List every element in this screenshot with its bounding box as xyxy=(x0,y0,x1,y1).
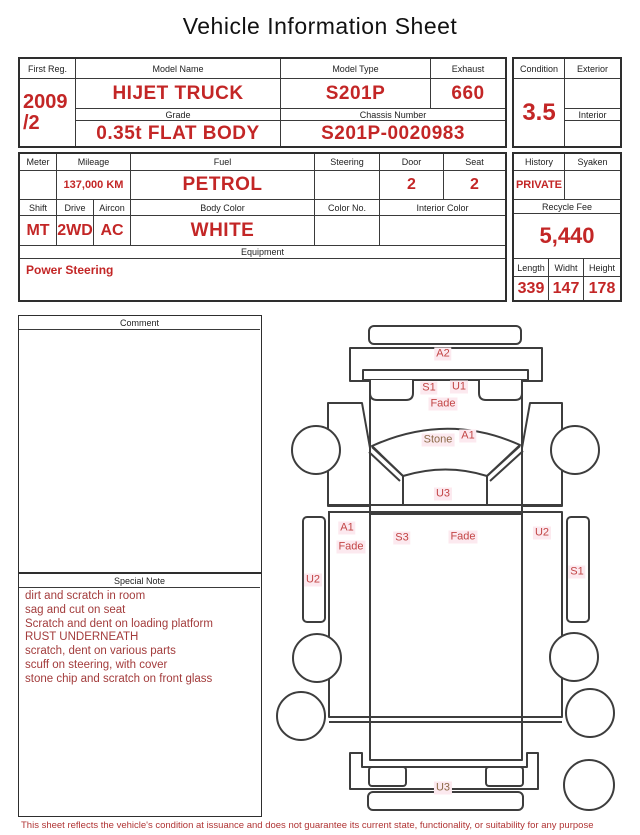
special-note-line: Scratch and dent on loading platform xyxy=(25,617,213,630)
damage-label-s1-rail-right: S1 xyxy=(570,565,584,578)
comment-value xyxy=(19,330,260,570)
grade-value: 0.35t FLAT BODY xyxy=(76,121,281,146)
special-note-header: Special Note xyxy=(19,574,260,588)
chassis-number-value: S201P-0020983 xyxy=(321,122,465,144)
length-header: Length xyxy=(514,258,549,277)
fuel-header: Fuel xyxy=(131,154,315,171)
roof-tab-left-shape xyxy=(370,380,413,400)
steering-value xyxy=(315,171,380,199)
recycle-fee-value: 5,440 xyxy=(539,223,595,248)
grade-header: Grade xyxy=(76,108,281,121)
interior-value xyxy=(565,121,620,146)
rear-bumper-shape xyxy=(368,792,523,810)
width-value: 147 xyxy=(549,277,584,300)
damage-label-fade-bed: Fade xyxy=(450,530,476,543)
wheel-rear-right-1 xyxy=(550,633,598,681)
color-no-value xyxy=(315,216,380,245)
special-note-line: sag and cut on seat xyxy=(25,603,126,616)
first-reg-header: First Reg. xyxy=(20,59,76,79)
height-value: 178 xyxy=(588,279,616,297)
roof-tab-right-shape xyxy=(479,380,522,400)
door-value: 2 xyxy=(380,171,444,199)
condition-value: 3.5 xyxy=(514,79,565,146)
wheel-rear-left-2 xyxy=(277,692,325,740)
equipment-value: Power Steering xyxy=(26,263,114,277)
drive-header: Drive xyxy=(57,199,94,216)
special-note-line: dirt and scratch in room xyxy=(25,590,146,602)
meter-value xyxy=(20,171,57,199)
special-note-line: stone chip and scratch on front glass xyxy=(25,672,213,685)
damage-label-u2-rail-left: U2 xyxy=(305,573,321,586)
length-value: 339 xyxy=(514,277,549,300)
damage-label-s3-bed: S3 xyxy=(395,531,409,544)
footer-disclaimer: This sheet reflects the vehicle's condition at issuance and does not guarantee its current state, functionality, or suitability for any purpose xyxy=(21,820,594,831)
tail-light-left-shape xyxy=(369,767,406,786)
fuel-value: PETROL xyxy=(131,171,315,199)
syaken-header: Syaken xyxy=(565,154,620,171)
interior-header: Interior xyxy=(565,108,620,121)
vehicle-diagram-panel xyxy=(270,315,640,820)
interior-color-value xyxy=(380,216,505,245)
damage-label-u1-windshield: U1 xyxy=(451,380,467,393)
model-name-value: HIJET TRUCK xyxy=(76,79,281,108)
seat-value: 2 xyxy=(470,176,479,193)
damage-label-fade-bed-left: Fade xyxy=(338,540,364,553)
damage-label-fade-windshield: Fade xyxy=(430,397,456,410)
first-reg-year: 2009 xyxy=(23,90,68,113)
mileage-header: Mileage xyxy=(57,154,131,171)
page-title: Vehicle Information Sheet xyxy=(182,13,458,39)
model-type-value: S201P xyxy=(281,79,431,108)
bed-side-right-shape xyxy=(522,512,562,717)
damage-label-s1-windshield: S1 xyxy=(422,381,436,394)
windshield-bar-shape xyxy=(363,370,528,380)
aircon-header: Aircon xyxy=(94,199,131,216)
body-color-value: WHITE xyxy=(131,216,315,245)
wheel-rear-left-1 xyxy=(293,634,341,682)
exhaust-value: 660 xyxy=(451,82,485,104)
model-name-header: Model Name xyxy=(76,59,281,79)
exterior-header: Exterior xyxy=(565,59,620,79)
top-right-table xyxy=(512,57,622,148)
shift-value: MT xyxy=(20,216,57,245)
interior-color-header: Interior Color xyxy=(380,199,505,216)
damage-label-a2-front-panel: A2 xyxy=(436,347,450,360)
special-note-list xyxy=(25,590,257,687)
comment-header: Comment xyxy=(19,316,260,330)
color-no-header: Color No. xyxy=(315,199,380,216)
wheel-front-right xyxy=(551,426,599,474)
damage-label-u3-rear-gate: U3 xyxy=(435,781,451,794)
condition-header: Condition xyxy=(514,59,565,79)
special-note-line: scuff on steering, with cover xyxy=(25,658,168,671)
damage-label-u3-cab-rear: U3 xyxy=(435,487,451,500)
door-header: Door xyxy=(380,154,444,171)
steering-header: Steering xyxy=(315,154,380,171)
damage-label-stone-glass: Stone xyxy=(423,433,453,446)
first-reg-month: /2 xyxy=(23,111,40,134)
model-type-header: Model Type xyxy=(281,59,431,79)
seat-header: Seat xyxy=(444,154,505,171)
width-header: Widht xyxy=(549,258,584,277)
height-header: Height xyxy=(584,258,620,277)
spec-table xyxy=(18,152,507,302)
drive-value: 2WD xyxy=(57,216,94,245)
front-bumper-shape xyxy=(369,326,521,344)
history-value: PRIVATE xyxy=(514,171,565,199)
top-left-table xyxy=(18,57,507,148)
history-table xyxy=(512,152,622,302)
syaken-value xyxy=(565,171,620,199)
side-rail-left-shape xyxy=(303,517,325,622)
recycle-fee-header: Recycle Fee xyxy=(514,199,620,214)
tail-light-right-shape xyxy=(486,767,523,786)
cargo-bed-shape xyxy=(370,514,522,760)
exhaust-header: Exhaust xyxy=(431,59,505,79)
comment-box xyxy=(18,315,262,573)
shift-header: Shift xyxy=(20,199,57,216)
aircon-value: AC xyxy=(94,216,131,245)
damage-label-a1-glass: A1 xyxy=(461,429,475,442)
body-color-header: Body Color xyxy=(131,199,315,216)
wheel-front-left xyxy=(292,426,340,474)
exterior-value xyxy=(565,79,620,108)
history-header: History xyxy=(514,154,565,171)
chassis-number-header: Chassis Number xyxy=(281,108,505,121)
damage-label-a1-bed-left: A1 xyxy=(340,521,354,534)
equipment-header: Equipment xyxy=(20,245,505,259)
meter-header: Meter xyxy=(20,154,57,171)
special-note-line: RUST UNDERNEATH xyxy=(25,631,139,644)
spare-wheel xyxy=(564,760,614,810)
damage-label-u2-bed-right: U2 xyxy=(534,526,550,539)
first-reg-value xyxy=(20,79,76,146)
mileage-value: 137,000 KM xyxy=(57,171,131,199)
special-note-box xyxy=(18,573,262,817)
wheel-rear-right-2 xyxy=(566,689,614,737)
special-note-line: scratch, dent on various parts xyxy=(25,645,176,658)
